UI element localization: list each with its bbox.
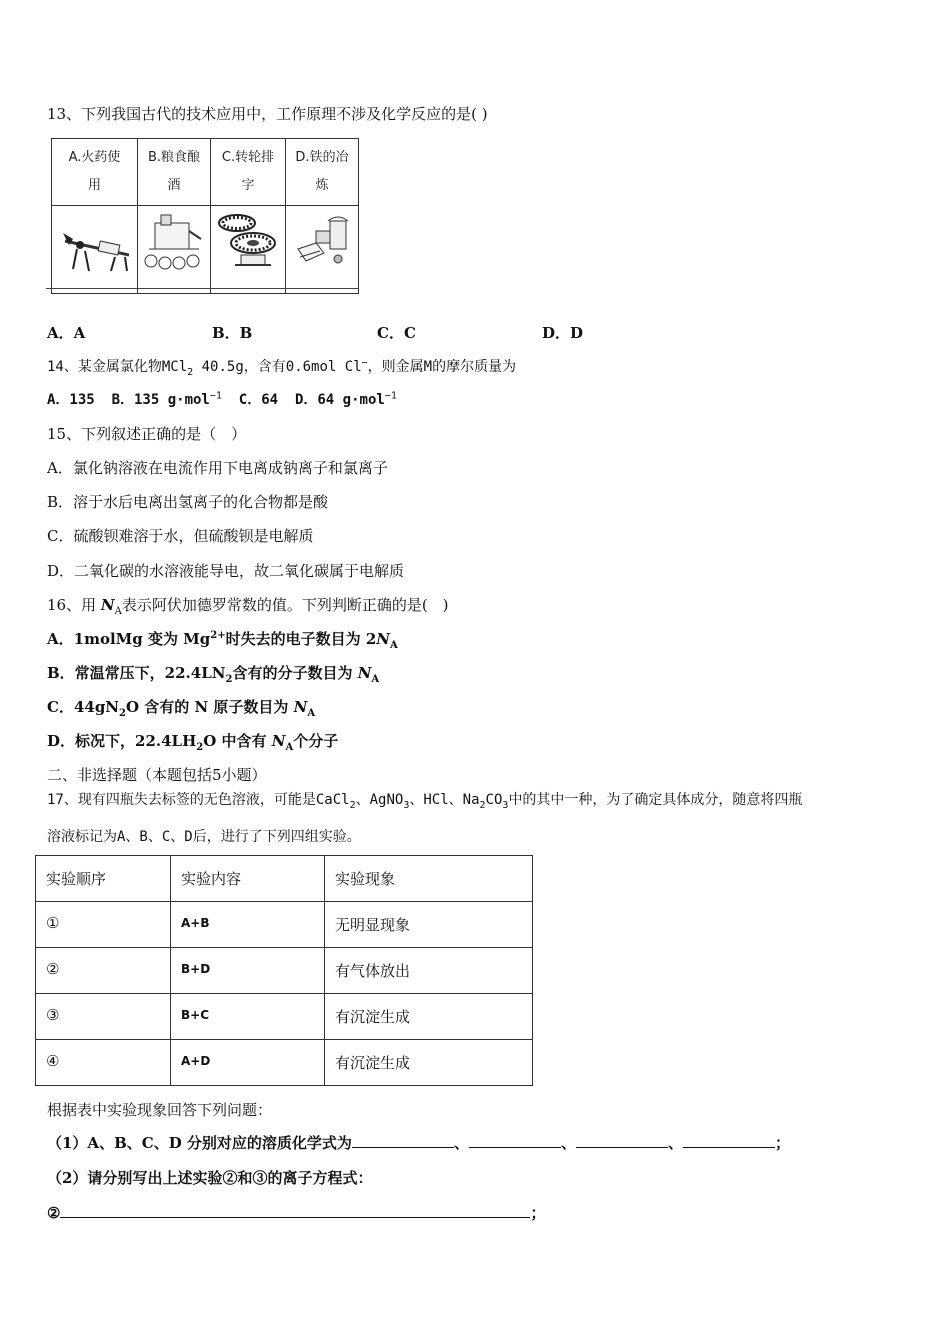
q16-b1: B．常温常压下，22.4LN — [47, 664, 226, 682]
table-row — [36, 994, 533, 1040]
q14-sup-d: −1 — [384, 390, 397, 402]
q16-b2: 含有的分子数目为 — [232, 664, 358, 682]
q13-option-a: A．A — [47, 324, 86, 342]
q15-option-c: C．硫酸钡难溶于水，但硫酸钡是电解质 — [47, 527, 314, 545]
q14-opt-c: C．64 — [238, 392, 279, 408]
q15-option-d: D．二氧化碳的水溶液能导电，故二氧化碳属于电解质 — [47, 562, 405, 580]
q14-opt-a: A．135 — [47, 392, 95, 408]
q15-option-b: B．溶于水后电离出氢离子的化合物都是酸 — [47, 493, 329, 511]
q14-stem-c: ，则金属M的摩尔质量为 — [367, 359, 517, 375]
q16-a1: A．1molMg 变为 Mg — [47, 630, 211, 648]
table-row — [36, 948, 533, 994]
q13-option-b: B．B — [212, 324, 253, 342]
fig-header-c-text: C.转轮排 字 — [221, 150, 275, 193]
answer-blank-c[interactable] — [576, 1133, 668, 1148]
table-row — [36, 1040, 533, 1086]
end: ； — [774, 1134, 790, 1152]
row-order: ④ — [36, 1040, 171, 1086]
q14-opt-d: D．64 g·mol — [294, 392, 385, 408]
q14-stem-a: 14、某金属氯化物MCl — [47, 359, 188, 375]
q13-stem: 13、下列我国古代的技术应用中，工作原理不涉及化学反应的是( ) — [47, 105, 488, 123]
fig-header-b — [138, 139, 211, 206]
q14-sup: − — [361, 357, 368, 369]
na-symbol: N — [376, 630, 391, 648]
q16-option-c — [47, 696, 315, 719]
row-phenomenon: 有气体放出 — [325, 948, 533, 994]
row-content: B+C — [171, 994, 325, 1040]
header-phenomenon: 实验现象 — [325, 856, 533, 902]
wine-brewing-image — [138, 206, 211, 294]
q17-eq2 — [47, 1202, 545, 1223]
q16-option-d — [47, 730, 338, 753]
fig-header-b-text: B.粮食酿 酒 — [147, 150, 201, 193]
row-order: ① — [36, 902, 171, 948]
q15-stem: 15、下列叙述正确的是（ ） — [47, 425, 247, 443]
q17-s1d: CO — [485, 792, 503, 808]
answer-blank-d[interactable] — [683, 1133, 775, 1148]
header-content: 实验内容 — [171, 856, 325, 902]
q17-part2: （2）请分别写出上述实验②和③的离子方程式： — [47, 1169, 373, 1187]
q14-stem — [47, 356, 516, 378]
q16-c1: C．44gN — [47, 698, 120, 716]
iron-smelting-image — [286, 206, 359, 294]
gunpowder-image — [52, 206, 138, 294]
fig-header-d — [286, 139, 359, 206]
table-row — [36, 902, 533, 948]
q13-figure-table — [51, 138, 359, 294]
q15-option-a: A．氯化钠溶液在电流作用下电离成钠离子和氯离子 — [47, 459, 388, 477]
q14-stem-b: 40.5g，含有0.6mol Cl — [193, 359, 362, 375]
q13-option-d: D．D — [542, 324, 584, 342]
fig-header-a-text: A.火药使 用 — [68, 150, 121, 193]
na-sub: A — [390, 640, 398, 651]
q14-sub: 2 — [187, 366, 194, 378]
na-symbol: N — [293, 698, 308, 716]
q16-stem-a: 16、用 — [47, 596, 101, 614]
section2-title: 二、非选择题（本题包括5小题） — [47, 766, 267, 784]
sep: 、 — [667, 1134, 683, 1152]
row-phenomenon: 无明显现象 — [325, 902, 533, 948]
na-symbol: N — [100, 596, 115, 614]
q16-c-sub: 2 — [119, 708, 126, 719]
answer-blank-b[interactable] — [469, 1133, 561, 1148]
row-phenomenon: 有沉淀生成 — [325, 994, 533, 1040]
end: ； — [530, 1204, 546, 1222]
q17-s1c: 、HCl、Na — [409, 792, 480, 808]
q17-s1a: 17、现有四瓶失去标签的无色溶液，可能是CaCl — [47, 792, 350, 808]
q17-prompt: 根据表中实验现象回答下列问题： — [47, 1101, 273, 1119]
figure-baseline — [46, 288, 358, 289]
q17-sub-c: 2 — [479, 799, 486, 811]
row-content: B+D — [171, 948, 325, 994]
sep: 、 — [453, 1134, 469, 1152]
q16-a2: 时失去的电子数目为 2 — [225, 630, 377, 648]
q17-part1-text: （1）A、B、C、D 分别对应的溶质化学式为 — [47, 1134, 352, 1152]
q17-stem-line1 — [47, 789, 802, 811]
table-header-row — [36, 856, 533, 902]
q17-sub-a: 2 — [349, 799, 356, 811]
type-wheel-image — [211, 206, 286, 294]
q16-option-a — [47, 628, 398, 651]
q16-c2: O 含有的 N 原子数目为 — [125, 698, 294, 716]
answer-blank-eq2[interactable] — [60, 1203, 530, 1218]
na-sub: A — [114, 606, 122, 617]
fig-header-c — [211, 139, 286, 206]
row-order: ② — [36, 948, 171, 994]
q16-d-sub: 2 — [196, 742, 204, 753]
fig-header-d-text: D.铁的冶 炼 — [295, 150, 349, 193]
na-sub: A — [285, 742, 294, 753]
q14-options — [47, 389, 397, 409]
row-content: A+D — [171, 1040, 325, 1086]
q16-d3: 个分子 — [293, 732, 339, 750]
header-order: 实验顺序 — [36, 856, 171, 902]
q17-stem-line2: 溶液标记为A、B、C、D后，进行了下列四组实验。 — [47, 829, 361, 845]
q16-d2: O 中含有 — [203, 732, 272, 750]
experiment-table — [35, 855, 533, 1086]
na-symbol: N — [357, 664, 372, 682]
q17-part1 — [47, 1132, 790, 1153]
q17-sub-d: 3 — [502, 799, 509, 811]
q17-s1e: 中的其中一种，为了确定具体成分，随意将四瓶 — [508, 792, 803, 808]
circled-2: ② — [47, 1204, 61, 1222]
q16-b-sub: 2 — [225, 674, 233, 685]
na-sub: A — [371, 674, 380, 685]
row-order: ③ — [36, 994, 171, 1040]
q16-stem — [47, 594, 449, 617]
q16-a-sup: 2+ — [210, 630, 226, 641]
q14-opt-b: B．135 g·mol — [111, 392, 210, 408]
q16-stem-b: 表示阿伏加德罗常数的值。下列判断正确的是( ) — [121, 596, 449, 614]
q16-d1: D．标况下，22.4LH — [47, 732, 197, 750]
q17-sub-b: 3 — [403, 799, 410, 811]
q16-option-b — [47, 662, 379, 685]
na-symbol: N — [271, 732, 286, 750]
fig-header-a — [52, 139, 138, 206]
row-content: A+B — [171, 902, 325, 948]
q17-s1b: 、AgNO — [355, 792, 404, 808]
row-phenomenon: 有沉淀生成 — [325, 1040, 533, 1086]
sep: 、 — [560, 1134, 576, 1152]
answer-blank-a[interactable] — [352, 1133, 454, 1148]
na-sub: A — [307, 708, 316, 719]
q13-option-c: C．C — [377, 324, 416, 342]
q14-sup-b: −1 — [209, 390, 222, 402]
